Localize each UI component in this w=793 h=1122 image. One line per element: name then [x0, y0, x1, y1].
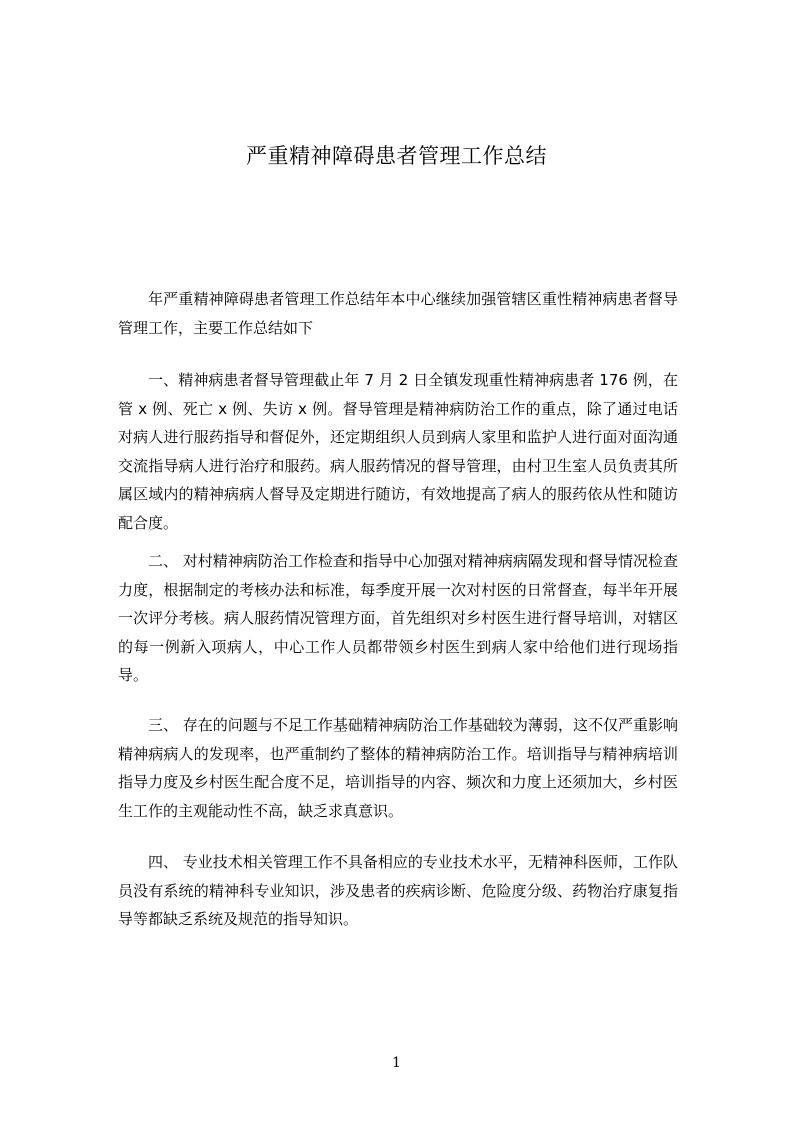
- section-two-paragraph: 二、 对村精神病防治工作检查和指导中心加强对精神病病隔发现和督导情况检查力度，根据制定的考核办法和标准，每季度开展一次对村医的日常督查，每半年开展一次评分考核。病人服药情况管理方面，首先组织对乡村医生进行督导培训，对辖区的每一例新入项病人，中心工作人员都带领乡村医生到病人家中给他们进行现场指导。: [118, 552, 678, 684]
- document-title: 严重精神障碍患者管理工作总结: [246, 144, 547, 168]
- page-number: 1: [392, 1055, 401, 1071]
- section-three-paragraph: 三、 存在的问题与不足工作基础精神病防治工作基础较为薄弱，这不仅严重影响精神病病人的发现率，也严重制约了整体的精神病防治工作。培训指导与精神病培训指导力度及乡村医生配合度不足，培训指导的内容、频次和力度上还须加大，乡村医生工作的主观能动性不高，缺乏求真意识。: [118, 716, 678, 820]
- intro-paragraph: 年严重精神障碍患者管理工作总结年本中心继续加强管辖区重性精神病患者督导管理工作，主要工作总结如下: [118, 290, 678, 337]
- section-four-paragraph: 四、 专业技术相关管理工作不具备相应的专业技术水平，无精神科医师，工作队员没有系统的精神科专业知识，涉及患者的疾病诊断、危险度分级、药物治疗康复指导等都缺乏系统及规范的指导知识。: [118, 853, 678, 928]
- section-one-paragraph: 一、精神病患者督导管理截止年 7 月 2 日全镇发现重性精神病患者 176 例，在管 x 例、死亡 x 例、失访 x 例。督导管理是精神病防治工作的重点，除了通过电话对病人进行服药指导和督促外，还定期组织人员到病人家里和监护人进行面对面沟通交流指导病人进行治疗和服药。病人服药情况的督导管理，由村卫生室人员负责其所属区域内的精神病病人督导及定期进行随访，有效地提高了病人的服药依从性和随访配合度。: [118, 371, 678, 532]
